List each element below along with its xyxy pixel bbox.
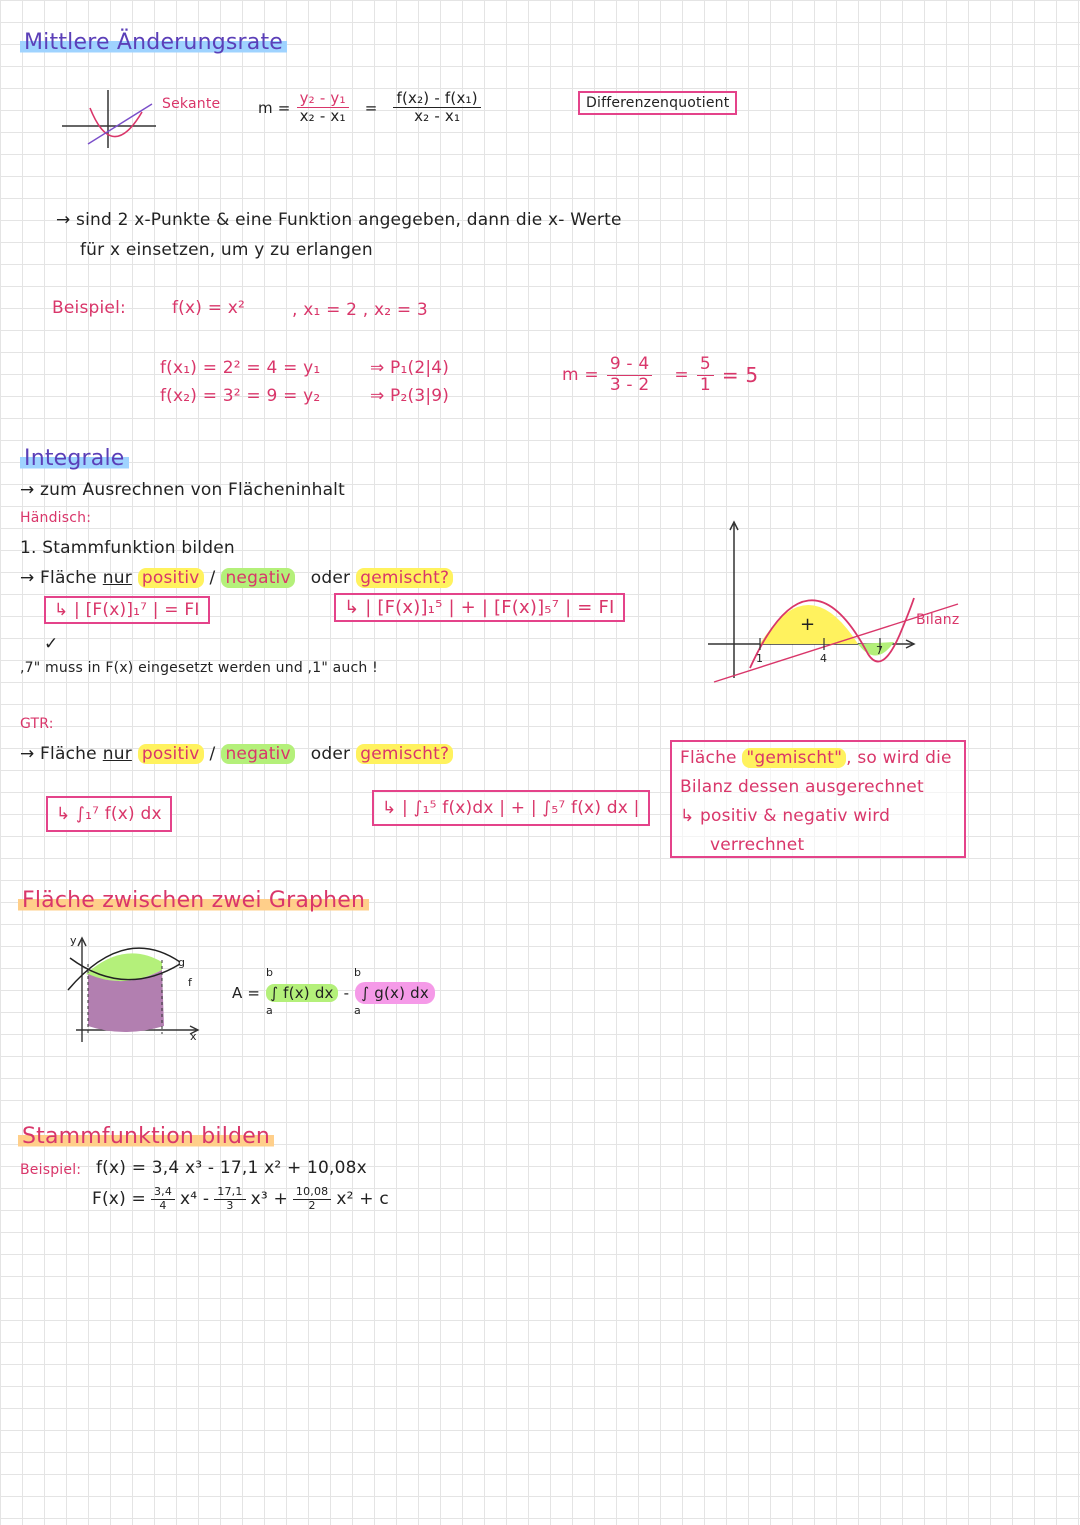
stamm-c1-num: 3,4 — [151, 1186, 175, 1200]
stamm-c3-num: 10,08 — [293, 1186, 332, 1200]
stamm-F-lhs: F(x) = — [92, 1189, 146, 1210]
slope-den: 3 - 2 — [609, 374, 650, 395]
gtr-word-negativ: negativ — [221, 744, 294, 764]
slope-r-num: 5 — [697, 355, 714, 376]
area-formula-lhs: A = — [232, 984, 261, 1002]
manual-box-simple: ↳ | [F(x)]₁⁷ | = FI — [44, 596, 210, 624]
bound-a-g: a — [354, 1004, 361, 1017]
graph-tick-7: 7 — [876, 644, 884, 657]
bilanz-l4: verrechnet — [710, 835, 805, 855]
example-line-2: f(x₂) = 3² = 9 = y₂ — [160, 386, 321, 406]
m-den2: x₂ - x₁ — [414, 107, 461, 126]
graph-y-label: y — [70, 934, 77, 947]
secant-sketch — [60, 88, 160, 150]
slope-eq: = — [674, 365, 689, 386]
question-prefix: → Fläche — [20, 568, 97, 588]
gtr-question-nur: nur — [102, 744, 132, 764]
bound-b-g: b — [354, 966, 362, 979]
graph-x-label: x — [190, 1030, 197, 1043]
word-negativ: negativ — [221, 568, 294, 588]
gtr-box-simple: ↳ ∫₁⁷ f(x) dx — [46, 796, 172, 832]
graph-f-label: f — [188, 976, 193, 989]
bound-a-f: a — [266, 1004, 273, 1017]
stamm-c2-den: 3 — [226, 1198, 234, 1212]
area-formula — [232, 982, 435, 1004]
manual-question — [20, 568, 453, 588]
secant-label: Sekante — [162, 96, 221, 112]
gtr-word-oder: oder — [310, 744, 351, 764]
gtr-label: GTR: — [20, 716, 54, 732]
section-title-aenderungsrate: Mittlere Änderungsrate — [20, 30, 287, 55]
m-lhs: m = — [258, 98, 291, 117]
gtr-box-mixed: ↳ | ∫₁⁵ f(x)dx | + | ∫₅⁷ f(x) dx | — [372, 790, 650, 826]
graph-g-label: g — [178, 956, 186, 969]
m-num2: f(x₂) - f(x₁) — [393, 90, 480, 108]
stamm-example-label: Beispiel: — [20, 1162, 82, 1178]
example-point-2: ⇒ P₂(3|9) — [370, 386, 450, 406]
bilanz-l1-c: , so wird die — [846, 748, 952, 768]
step-1: 1. Stammfunktion bilden — [20, 538, 235, 558]
area-formula-minus: - — [343, 984, 350, 1002]
check-mark: ✓ — [44, 634, 59, 654]
section-title-zwei-graphen: Fläche zwischen zwei Graphen — [18, 888, 369, 913]
bilanz-l1-b: "gemischt" — [742, 748, 846, 768]
stamm-t3: x² + c — [336, 1189, 389, 1210]
differenzenquotient-box: Differenzenquotient — [578, 91, 737, 115]
gtr-word-gemischt: gemischt? — [356, 744, 453, 764]
manual-box-mixed: ↳ | [F(x)]₁⁵ | + | [F(x)]₅⁷ | = FI — [334, 593, 625, 622]
gtr-word-positiv: positiv — [138, 744, 204, 764]
bilanz-l1-a: Fläche — [680, 748, 737, 768]
question-nur: nur — [102, 568, 132, 588]
remark: ,7" muss in F(x) eingesetzt werden und ,1" auch ! — [20, 660, 378, 676]
stamm-f-line: f(x) = 3,4 x³ - 17,1 x² + 10,08x — [96, 1158, 367, 1178]
note-line-1: → sind 2 x-Punkte & eine Funktion angegeben, dann die x- Werte — [56, 210, 622, 230]
m-num1: y₂ - y₁ — [297, 90, 349, 108]
bound-b-f: b — [266, 966, 274, 979]
graph-plus: + — [800, 614, 816, 635]
slope-lhs: m = — [562, 365, 599, 386]
stamm-c2-num: 17,1 — [214, 1186, 245, 1200]
stamm-F-line — [92, 1186, 389, 1212]
manual-label: Händisch: — [20, 510, 92, 526]
m-eq: = — [364, 98, 378, 117]
stamm-c3-den: 2 — [308, 1198, 316, 1212]
example-func: f(x) = x² — [172, 298, 246, 318]
gtr-question-prefix: → Fläche — [20, 744, 97, 764]
area-formula-int-g: ∫ g(x) dx — [355, 982, 435, 1004]
bilanz-graph — [708, 518, 968, 688]
bilanz-label: Bilanz — [916, 612, 960, 628]
gtr-question — [20, 744, 453, 764]
graph-tick-4: 4 — [820, 652, 828, 665]
slope-r-den: 1 — [699, 374, 711, 395]
section-title-integrale: Integrale — [20, 446, 129, 471]
example-points: , x₁ = 2 , x₂ = 3 — [292, 300, 428, 320]
slope-result: = 5 — [721, 363, 759, 388]
example-line-1: f(x₁) = 2² = 4 = y₁ — [160, 358, 321, 378]
note-line-2: für x einsetzen, um y zu erlangen — [80, 240, 373, 260]
bilanz-l2: Bilanz dessen ausgerechnet — [680, 777, 924, 797]
section-title-stammfunktion: Stammfunktion bilden — [18, 1124, 274, 1149]
stamm-t1: x⁴ - — [180, 1189, 210, 1210]
graph-tick-1: 1 — [756, 652, 764, 665]
stamm-c1-den: 4 — [159, 1198, 167, 1212]
slope-num: 9 - 4 — [607, 355, 653, 376]
bilanz-box — [670, 740, 966, 858]
integral-purpose: → zum Ausrechnen von Flächeninhalt — [20, 480, 345, 500]
word-slash: / — [209, 568, 216, 588]
example-label: Beispiel: — [52, 298, 126, 318]
two-graphs-sketch — [58, 934, 208, 1046]
example-point-1: ⇒ P₁(2|4) — [370, 358, 450, 378]
word-gemischt: gemischt? — [356, 568, 453, 588]
m-formula — [258, 90, 481, 126]
word-oder: oder — [310, 568, 351, 588]
stamm-t2: x³ + — [250, 1189, 288, 1210]
area-formula-int-f: ∫ f(x) dx — [266, 984, 337, 1002]
m-den1: x₂ - x₁ — [299, 107, 346, 126]
bilanz-l3: ↳ positiv & negativ wird — [680, 806, 891, 826]
gtr-word-slash: / — [209, 744, 216, 764]
example-slope — [562, 355, 758, 395]
word-positiv: positiv — [138, 568, 204, 588]
